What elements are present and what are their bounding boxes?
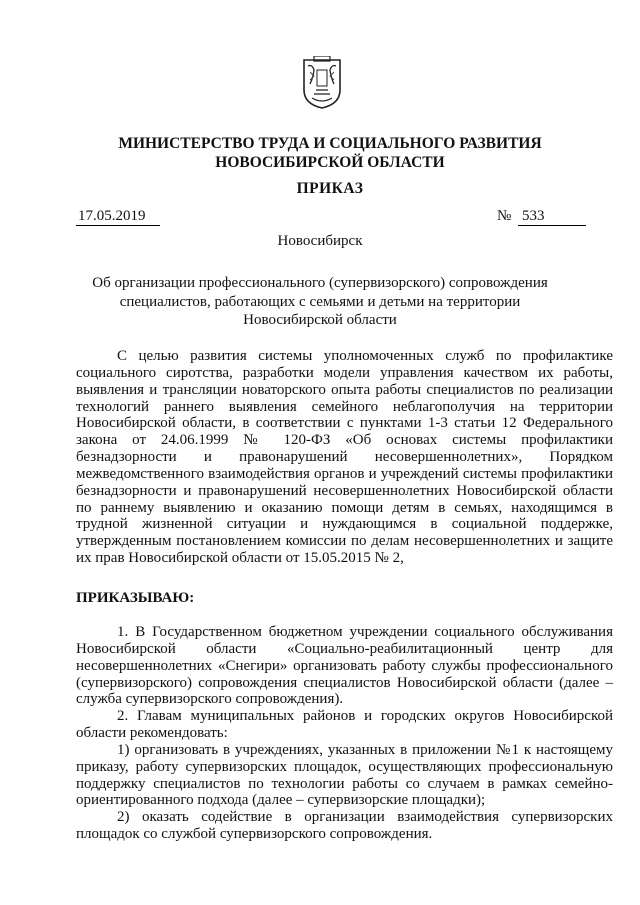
order-item: 2) оказать содействие в организации взаимодействия супервизорских площадок со службой супервизорского сопровождения. [76, 809, 613, 843]
order-item: 1) организовать в учреждениях, указанных в приложении №1 к настоящему приказу, работу супервизорских площадок, осуществляющих профессиональную поддержку специалистов по технологии работы со случаем в рамках семейно-ориентированного подхода (далее – супервизорские площадки); [76, 741, 613, 809]
ministry-line-2: НОВОСИБИРСКОЙ ОБЛАСТИ [215, 154, 445, 171]
order-items [76, 624, 613, 843]
order-item: 2. Главам муниципальных районов и городских округов Новосибирской области рекомендовать: [76, 708, 613, 742]
preamble-paragraph: С целью развития системы уполномоченных служб по профилактике социального сиротства, разработки модели управления качеством их работы, выявления и трансляции новаторского опыта работы специалистов по реализации технологий раннего выявления семейного неблагополучия на территории Новосибирской области, в соответствии с пунктами 1-3 статьи 12 Федерального закона от 24.06.1999 № 120-ФЗ «Об основах системы профилактики безнадзорности и правонарушений несовершеннолетних», Порядком межведомственного взаимодействия органов и учреждений системы профилактики безнадзорности и правонарушений несовершеннолетних Новосибирской области по раннему выявлению и оказанию помощи детям в семьях, находящимся в трудной жизненной ситуации и нуждающимся в социальной поддержке, утвержденным постановлением комиссии по делам несовершеннолетних и защите их прав Новосибирской области от 15.05.2015 № 2, [76, 348, 613, 567]
document-title: Об организации профессионального (супервизорского) сопровождения специалистов, работающих с семьями и детьми на территории Новосибирской области [92, 275, 548, 328]
ministry-line-1: МИНИСТЕРСТВО ТРУДА И СОЦИАЛЬНОГО РАЗВИТИЯ [118, 135, 542, 152]
document-type: ПРИКАЗ [296, 180, 364, 197]
order-date: 17.05.2019 [76, 208, 160, 226]
order-heading: ПРИКАЗЫВАЮ: [76, 590, 195, 606]
ministry-name [60, 134, 600, 172]
order-number: 533 [518, 208, 586, 226]
order-item: 1. В Государственном бюджетном учреждении социального обслуживания Новосибирской области «Социально-реабилитационный центр для несовершеннолетних «Снегири» организовать работу службы профессионального (супервизорского) сопровождения специалистов Новосибирской области (далее – служба супервизорского сопровождения). [76, 624, 613, 708]
city: Новосибирск [277, 233, 363, 249]
coat-of-arms-emblem [300, 56, 344, 110]
number-label: № [497, 208, 512, 224]
